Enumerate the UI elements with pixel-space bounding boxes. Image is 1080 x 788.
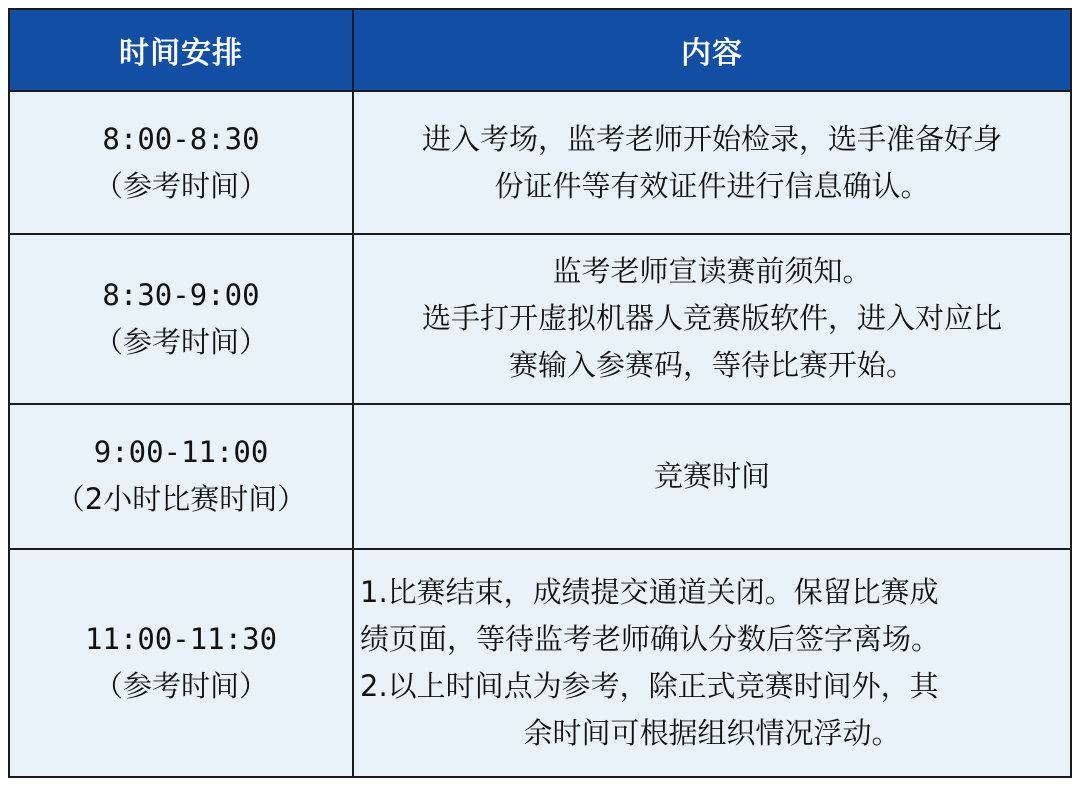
time-cell [9,234,353,403]
time-note: （参考时间） [93,668,268,703]
schedule-table [8,8,1072,778]
content-line: 2.以上时间点为参考，除正式竞赛时间外，其 [360,668,939,703]
header-row [9,9,1071,91]
content-line: 进入考场，监考老师开始检录，选手准备好身 [421,121,1002,156]
content-line: 份证件等有效证件进行信息确认。 [494,168,930,203]
content-line: 绩页面，等待监考老师确认分数后签字离场。 [360,621,941,656]
time-note: （参考时间） [93,324,268,359]
content-line: 1.比赛结束，成绩提交通道关闭。保留比赛成 [360,574,939,609]
time-note: （2小时比赛时间） [55,482,307,517]
content-cell [353,234,1071,403]
time-cell [9,91,353,234]
content-cell [353,549,1071,777]
header-content: 内容 [353,9,1071,91]
time-note: （参考时间） [93,168,268,203]
table-row [9,234,1071,403]
content-cell [353,404,1071,549]
table-row [9,549,1071,777]
time-range: 8:00-8:30 [102,121,260,156]
header-time: 时间安排 [9,9,353,91]
content-line: 选手打开虚拟机器人竞赛版软件，进入对应比 [421,301,1002,336]
time-range: 11:00-11:30 [84,621,278,656]
content-line: 监考老师宣读赛前须知。 [552,254,872,289]
time-cell [9,549,353,777]
content-line: 余时间可根据组织情况浮动。 [523,715,901,750]
content-line: 赛输入参赛码，等待比赛开始。 [508,348,915,383]
time-range: 8:30-9:00 [102,277,260,312]
time-cell [9,404,353,549]
table-row [9,404,1071,549]
content-line: 竞赛时间 [653,458,770,493]
content-cell [353,91,1071,234]
table-row [9,91,1071,234]
time-range: 9:00-11:00 [93,435,269,470]
